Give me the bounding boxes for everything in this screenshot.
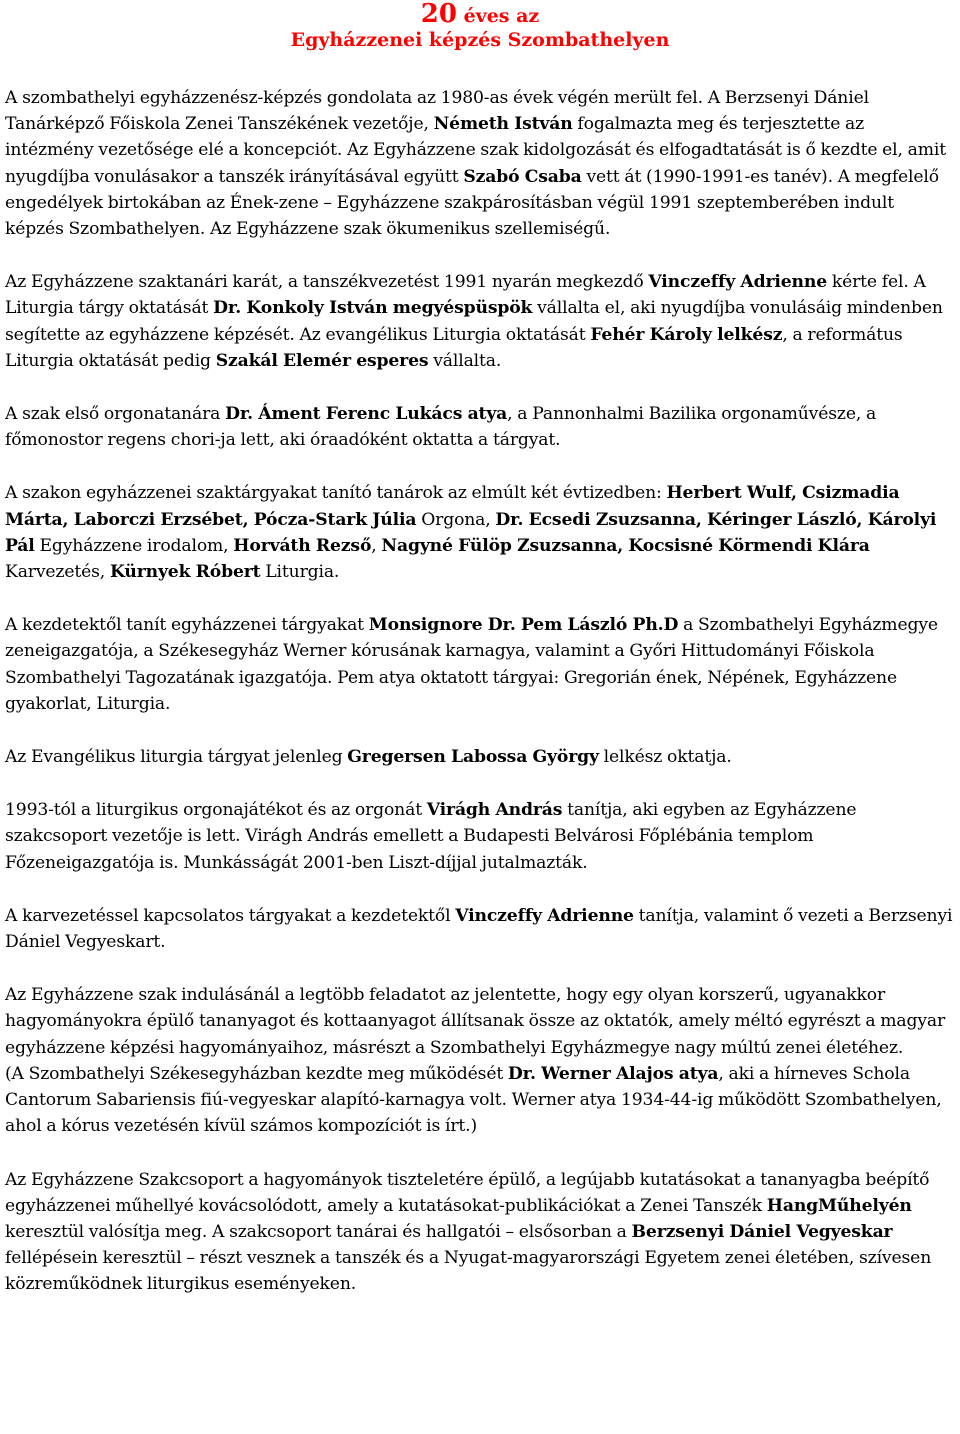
paragraph-text: keresztül valósítja meg. A szakcsoport tanárai és hallgatói – elsősorban a: [5, 1221, 632, 1242]
paragraph-11: [5, 1167, 955, 1298]
bold-name-text: HangMűhelyén: [766, 1195, 912, 1216]
paragraph-text: , aki a hírneves Schola Cantorum Sabariensis fiú-vegyeskar alapító-karnagya volt. Werner atya 1934-44-ig működött Szombathelyen, ahol a kórus vezetésén kívül számos kompozíciót is írt.): [5, 1063, 942, 1137]
bold-name-text: Vinczeffy Adrienne: [455, 905, 634, 926]
bold-name-text: Fehér Károly lelkész: [590, 324, 783, 345]
paragraph-text: tanítja, valamint ő vezeti a Berzsenyi Dániel Vegyeskart.: [5, 905, 953, 953]
paragraph-text: Orgona,: [416, 509, 496, 530]
paragraph-text: fellépésein keresztül – részt vesznek a tanszék és a Nyugat-magyarországi Egyetem zenei életében, szívesen közreműködnek liturgikus eseményeken.: [5, 1248, 932, 1295]
paragraph-text: A szakon egyházzenei szaktárgyakat tanító tanárok az elmúlt két évtizedben:: [5, 483, 667, 504]
paragraph-4: [5, 480, 955, 585]
paragraph-2: [5, 269, 955, 374]
paragraph-text: vett át (1990-1991-es tanév). A megfelelő engedélyek birtokában az Ének-zene – Egyházzene szakpárosításban végül 1991 szeptemberében indult képzés Szombathelyen. Az Egyházzene szak ökumenikus szellemiségű.: [5, 166, 939, 240]
paragraph-text: , a Pannonhalmi Bazilika orgonaművésze, a főmonostor regens chori-ja lett, aki óraadóként oktatta a tárgyat.: [5, 404, 877, 451]
paragraph-text: A szombathelyi egyházzenész-képzés gondolata az 1980-as évek végén merült fel. A Berzsenyi Dániel Tanárképző Főiskola Zenei Tanszékének vezetője,: [5, 88, 869, 135]
page-title: [5, 0, 955, 53]
paragraph-text: vállalta.: [428, 350, 502, 371]
bold-name-text: Monsignore Dr. Pem László Ph.D: [368, 615, 679, 636]
paragraph-text: tanítja, aki egyben az Egyházzene szakcsoport vezetője is lett. Virágh András emellett a Budapesti Belvárosi Főplébánia templom Főzeneigazgatója is. Munkásságát 2001-ben Liszt-díjjal jutalmazták.: [5, 800, 857, 873]
paragraph-text: kérte fel. A Liturgia tárgy oktatását: [5, 272, 926, 319]
paragraph-6: [5, 744, 955, 770]
bold-name-text: Szakál Elemér esperes: [215, 350, 429, 371]
paragraph-text: 1993-tól a liturgikus orgonajátékot és az orgonát: [5, 800, 427, 821]
title-line-1: [5, 0, 955, 27]
bold-name-text: Dr. Ecsedi Zsuzsanna, Kéringer László, Károlyi Pál: [5, 509, 937, 556]
bold-name-text: Herbert Wulf, Csizmadia Márta, Laborczi Erzsébet, Pócza-Stark Júlia: [5, 483, 900, 530]
paragraph-7: [5, 797, 955, 876]
paragraph-10: [5, 1061, 955, 1140]
bold-name-text: Kürnyek Róbert: [109, 562, 261, 583]
bold-name-text: Dr. Konkoly István megyéspüspök: [213, 298, 533, 319]
paragraph-text: A kezdetektől tanít egyházzenei tárgyakat: [5, 615, 369, 636]
bold-name-text: Berzsenyi Dániel Vegyeskar: [631, 1221, 893, 1242]
paragraph-text: a Szombathelyi Egyházmegye zeneigazgatója, a Székesegyház Werner kórusának karnagya, valamint a Győri Hittudományi Főiskola Szombathelyi Tagozatának igazgatója. Pem atya oktatott tárgyai: Gregorián ének, Népének, Egyházzene gyakorlat, Liturgia.: [5, 615, 938, 714]
bold-name-text: Dr. Werner Alajos atya: [507, 1063, 719, 1084]
document-page: [5, 0, 955, 1298]
paragraph-3: [5, 401, 955, 453]
paragraph-8: [5, 903, 955, 955]
paragraph-5: [5, 612, 955, 717]
paragraph-text: Az Evangélikus liturgia tárgyat jelenleg: [5, 747, 348, 768]
bold-name-text: Gregersen Labossa György: [347, 747, 599, 768]
paragraph-text: Az Egyházzene szaktanári karát, a tanszékvezetést 1991 nyarán megkezdő: [5, 272, 649, 293]
paragraph-1: [5, 85, 955, 242]
paragraph-text: fogalmazta meg és terjesztette az intézmény vezetősége elé a koncepciót. Az Egyházzene szak kidolgozását és elfogadtatását is ő kezdte el, amit nyugdíjba vonulásakor a tanszék irányításával együtt: [5, 114, 947, 187]
paragraph-text: Liturgia.: [260, 562, 340, 583]
bold-name-text: Szabó Csaba: [463, 166, 582, 187]
paragraph-9: [5, 982, 955, 1061]
paragraph-text: lelkész oktatja.: [598, 747, 732, 768]
paragraph-text: A szak első orgonatanára: [5, 404, 226, 425]
title-number: 20: [420, 0, 457, 29]
bold-name-text: Horváth Rezső: [233, 535, 372, 556]
paragraph-text: ,: [371, 535, 382, 556]
bold-name-text: Németh István: [433, 114, 573, 135]
paragraph-text: Egyházzene irodalom,: [34, 535, 234, 556]
paragraph-text: , a református Liturgia oktatását pedig: [5, 324, 903, 371]
paragraph-text: (A Szombathelyi Székesegyházban kezdte meg működését: [5, 1063, 508, 1084]
title-line-1-text: éves az: [456, 5, 540, 27]
bold-name-text: Nagyné Fülöp Zsuzsanna, Kocsisné Körmendi Klára: [381, 535, 870, 556]
paragraph-text: Az Egyházzene szak indulásánál a legtöbb feladatot az jelentette, hogy egy olyan korszerű, ugyanakkor hagyományokra épülő tananyagot és kottaanyagot állítsanak össze az oktatók, amely méltó egyrészt a magyar egyházzene képzési hagyományaihoz, másrészt a Szombathelyi Egyházmegye nagy múltú zenei életéhez.: [5, 985, 946, 1058]
paragraph-text: A karvezetéssel kapcsolatos tárgyakat a kezdetektől: [5, 905, 456, 926]
paragraph-text: Karvezetés,: [5, 562, 110, 583]
bold-name-text: Virágh András: [426, 800, 563, 821]
paragraph-text: Az Egyházzene Szakcsoport a hagyományok tiszteletére épülő, a legújabb kutatásokat a tananyagba beépítő egyházzenei műhellyé kovácsolódott, amely a kutatásokat-publikációkat a Zenei Tanszék: [5, 1169, 930, 1216]
paragraph-text: vállalta el, aki nyugdíjba vonulásáig mindenben segítette az egyházzene képzését. Az evangélikus Liturgia oktatását: [5, 298, 943, 345]
bold-name-text: Vinczeffy Adrienne: [648, 272, 827, 293]
title-line-2: Egyházzenei képzés Szombathelyen: [290, 29, 670, 51]
bold-name-text: Dr. Áment Ferenc Lukács atya: [225, 404, 508, 425]
